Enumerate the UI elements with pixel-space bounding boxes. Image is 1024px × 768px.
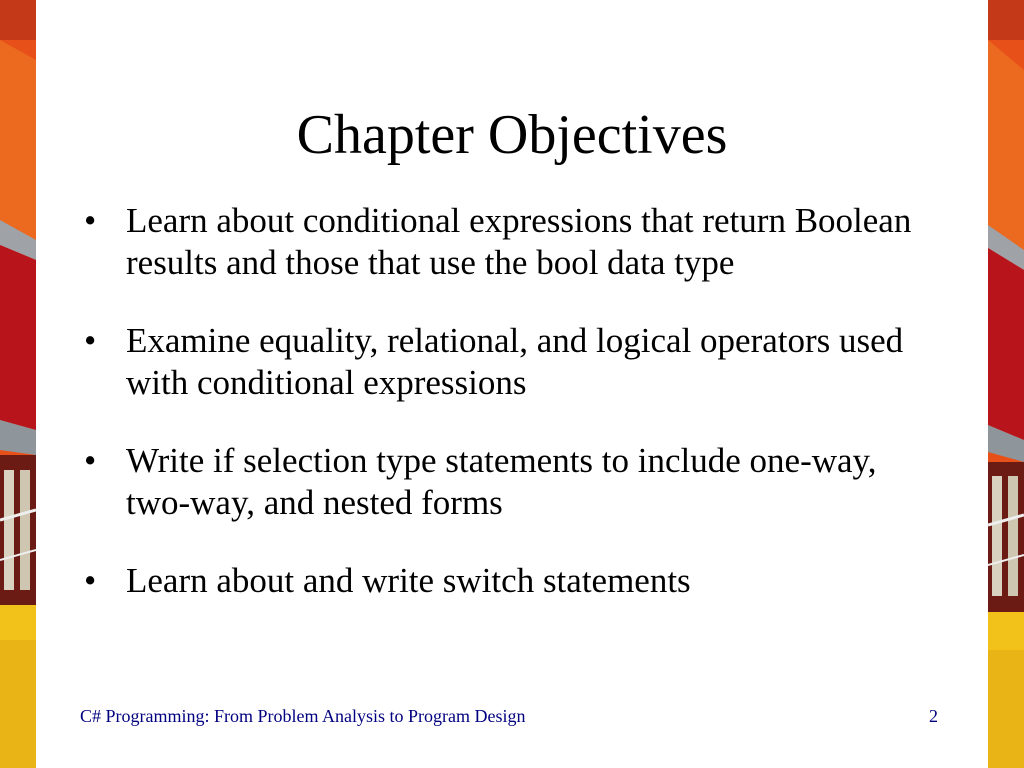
bullet-text: Learn about and write switch statements	[126, 561, 691, 600]
bullet-text: Write if selection type statements to include one-way, two-way, and nested forms	[126, 441, 877, 522]
bullet-text: Examine equality, relational, and logical operators used with conditional expressions	[126, 321, 904, 402]
bullet-item	[80, 560, 940, 602]
footer-course-title: C# Programming: From Problem Analysis to Program Design	[80, 706, 526, 726]
footer-page-number: 2	[929, 706, 938, 726]
bullet-marker: •	[84, 441, 97, 480]
bullet-item	[80, 200, 940, 284]
bullet-item	[80, 440, 940, 524]
bullet-marker: •	[84, 201, 97, 240]
bullet-text: Learn about conditional expressions that return Boolean results and those that use the bool data type	[126, 201, 912, 282]
bullet-marker: •	[84, 321, 97, 360]
slide-title: Chapter Objectives	[296, 104, 728, 166]
bullet-marker: •	[84, 561, 97, 600]
bullet-list	[80, 200, 940, 638]
bullet-item	[80, 320, 940, 404]
